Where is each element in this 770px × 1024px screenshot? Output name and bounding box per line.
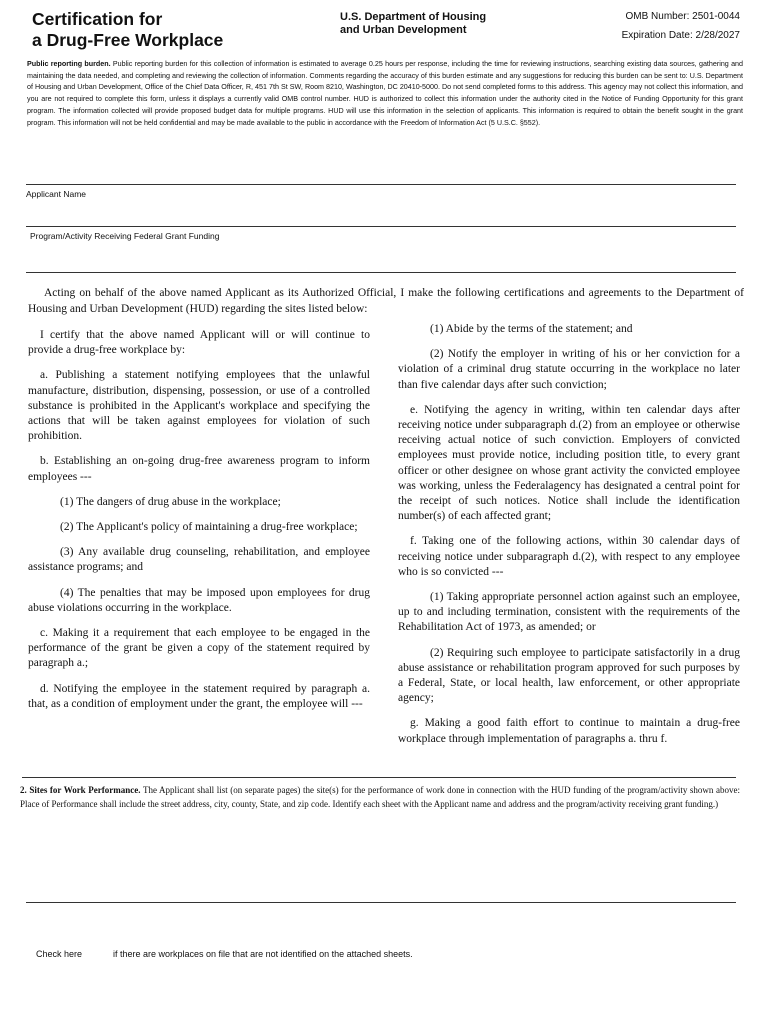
sites-input[interactable] (26, 840, 736, 900)
check-here-text: if there are workplaces on file that are not identified on the attached sheets. (113, 949, 413, 959)
left-column (28, 328, 370, 722)
burden-statement (27, 59, 743, 129)
burden-lead: Public reporting burden. (27, 60, 111, 68)
item-d2: (2) Notify the employer in writing of his or her conviction for a violation of a criminal drug statute occurring in the workplace no later than five calendar days after such conviction; (398, 348, 740, 391)
item-c: c. Making it a requirement that each employee to be engaged in the performance of the grant be given a copy of the statement required by paragraph a.; (28, 627, 370, 670)
sites-section (20, 784, 740, 811)
agency-name (340, 11, 540, 36)
item-a: a. Publishing a statement notifying employees that the unlawful manufacture, distribution, dispensing, possession, or use of a controlled substance is prohibited in the Applicant's workplace and specifying the actions that will be taken against employees for violation of such prohibition. (28, 369, 370, 443)
item-d1: (1) Abide by the terms of the statement; and (430, 323, 633, 335)
sites-heading: Sites for Work Performance. (29, 785, 141, 795)
item-b2: (2) The Applicant's policy of maintaining a drug-free workplace; (60, 521, 358, 534)
agency-line2: and Urban Development (340, 23, 467, 36)
program-label: Program/Activity Receiving Federal Grant Funding (30, 231, 220, 241)
check-here-label: Check here (36, 949, 83, 959)
item-e: e. Notifying the agency in writing, within ten calendar days after receiving notice under subparagraph d.(2) from an employee or otherwise receiving actual notice of such conviction. Employers of convicted employees must provide notice, including position title, to every grant officer or other designee on whose grant activity the convicted employee was working, unless the Federalagency has designated a central point for the receipt of such notices. Notice shall include the identification number(s) of each affected grant; (398, 403, 740, 523)
item-b: b. Establishing an on-going drug-free awareness program to inform employees --- (28, 455, 370, 483)
omb-info (570, 11, 740, 42)
sites-top-line (22, 777, 736, 778)
omb-number: OMB Number: 2501-0044 (625, 11, 740, 22)
intro-paragraph: Acting on behalf of the above named Applicant as its Authorized Official, I make the following certifications and agreements to the Department of Housing and Urban Development (HUD) regarding the sites listed below: (28, 287, 744, 315)
form-title-line2: a Drug-Free Workplace (32, 30, 224, 50)
item-b1: (1) The dangers of drug abuse in the workplace; (60, 495, 281, 508)
item-g: g. Making a good faith effort to continue to maintain a drug-free workplace through implementation of paragraphs a. thru f. (398, 717, 740, 745)
sites-text: The Applicant shall list (on separate pages) the site(s) for the performance of work done in connection with the HUD funding of the program/activity shown above: Place of Performance shall include the street address, city, county, State, and zip code. Identify each sheet with the Applicant name and address and the program/activity receiving grant funding.) (20, 785, 741, 809)
workplaces-checkbox[interactable] (92, 949, 102, 959)
program-line (26, 226, 736, 227)
program-input[interactable] (26, 200, 736, 224)
agency-line1: U.S. Department of Housing (340, 11, 487, 23)
sites-bottom-line (26, 902, 736, 903)
form-title-line1: Certification for (32, 9, 163, 29)
burden-text: Public reporting burden for this collection of information is estimated to average 0.25 hours per response, including the time for reviewing instructions, searching existing data sources, gathering and maintaining the data needed, and completing and reviewing the collection of information. Comments regarding the accuracy of this burden estimate and any suggestions for reducing this burden can be sent to: U.S. Department of Housing and Urban Development, Office of the Chief Data Officer, R, 451 7th St SW, Room 8210, Washington, DC 20410-5000. Do not send completed forms to this address. This agency may not collect this information, and you are not required to complete this form, unless it displays a currently valid OMB control number. HUD is authorized to collect this information under the authority cited in the Notice of Funding Opportunity for this grant program. The information collected will provide proposed budget data for multiple programs. HUD will use this information in the selection of applicants. This information is required to obtain the benefit sought in the grant program. This information will not be held confidential and may be made available to the public in accordance with the Freedom of Information Act (5 U.S.C. §552). (27, 60, 743, 127)
applicant-name-line (26, 184, 736, 185)
applicant-name-input[interactable] (26, 140, 736, 182)
expiration-date: Expiration Date: 2/28/2027 (621, 30, 740, 41)
certify-intro: I certify that the above named Applicant will or will continue to provide a drug-free workplace by: (28, 329, 370, 357)
item-d: d. Notifying the employee in the statement required by paragraph a. that, as a condition of employment under the grant, the employee will --- (28, 682, 370, 710)
program-bottom-line (26, 272, 736, 273)
item-f: f. Taking one of the following actions, within 30 calendar days of receiving notice under subparagraph d.(2), with respect to any employee who is so convicted --- (398, 535, 740, 578)
right-column (398, 322, 740, 757)
form-title (32, 9, 292, 51)
sites-number: 2. (20, 785, 27, 795)
item-b3: (3) Any available drug counseling, rehabilitation, and employee assistance programs; and (28, 546, 370, 574)
item-b4: (4) The penalties that may be imposed upon employees for drug abuse violations occurring in the workplace. (28, 586, 370, 614)
applicant-name-label: Applicant Name (26, 189, 87, 199)
item-f2: (2) Requiring such employee to participate satisfactorily in a drug abuse assistance or rehabilitation program approved for such purposes by a Federal, State, or local health, law enforcement, or other appropriate agency; (398, 646, 740, 705)
item-f1: (1) Taking appropriate personnel action against such an employee, up to and including termination, consistent with the requirements of the Rehabilitation Act of 1973, as amended; or (398, 591, 740, 634)
